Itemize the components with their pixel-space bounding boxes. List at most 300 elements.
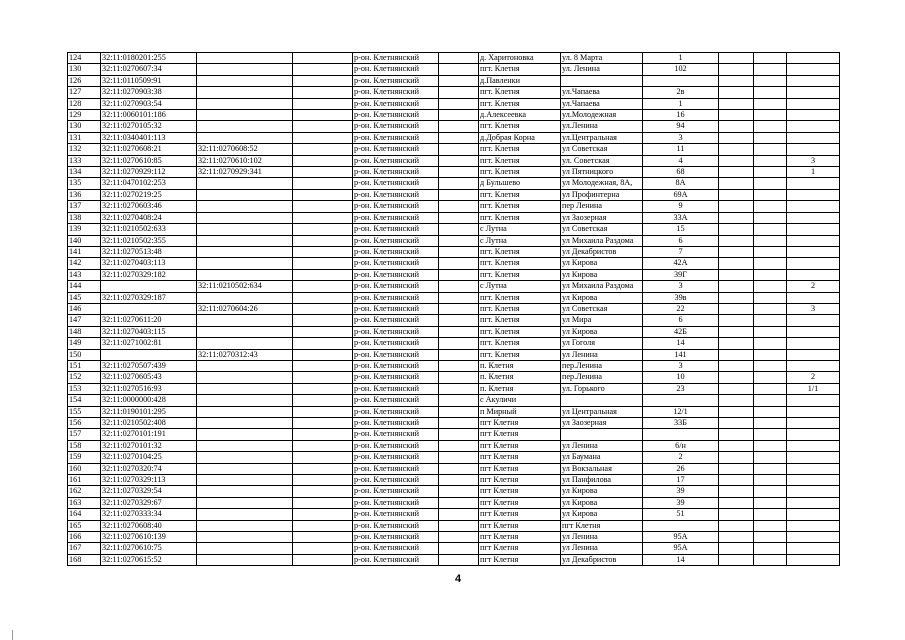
house-number-cell: 17 xyxy=(643,475,719,486)
street-cell: ул Профинтерна xyxy=(561,189,643,200)
settlement-cell: пгт. Клетня xyxy=(479,315,561,326)
blank-cell-4 xyxy=(754,246,787,257)
blank-cell-4 xyxy=(754,303,787,314)
district-cell: р-он. Клетнянский xyxy=(353,497,439,508)
district-cell: р-он. Клетнянский xyxy=(353,246,439,257)
row-number-cell: 127 xyxy=(68,87,101,98)
row-number-cell: 131 xyxy=(68,132,101,143)
street-cell: пер.Ленина xyxy=(561,372,643,383)
blank-cell-3 xyxy=(719,53,754,64)
row-number-cell: 147 xyxy=(68,315,101,326)
street-cell: ул.Центральная xyxy=(561,132,643,143)
table-row xyxy=(68,53,840,64)
row-number-cell: 132 xyxy=(68,144,101,155)
blank-cell-2 xyxy=(439,258,479,269)
row-number-cell: 149 xyxy=(68,338,101,349)
district-cell: р-он. Клетнянский xyxy=(353,155,439,166)
parent-cadastral-number-cell: 32:11:0210502:634 xyxy=(197,281,293,292)
table-row xyxy=(68,315,840,326)
row-number-cell: 130 xyxy=(68,121,101,132)
blank-cell-2 xyxy=(439,360,479,371)
parent-cadastral-number-cell xyxy=(197,395,293,406)
street-cell: ул.Молодежная xyxy=(561,110,643,121)
cadastral-number-cell: 32:11:0270507:439 xyxy=(101,360,197,371)
blank-cell-4 xyxy=(754,532,787,543)
blank-cell-4 xyxy=(754,64,787,75)
cadastral-number-cell: 32:11:0270219:25 xyxy=(101,189,197,200)
parent-cadastral-number-cell xyxy=(197,440,293,451)
district-cell: р-он. Клетнянский xyxy=(353,452,439,463)
blank-cell-3 xyxy=(719,429,754,440)
blank-cell-3 xyxy=(719,372,754,383)
row-number-cell: 146 xyxy=(68,303,101,314)
house-number-cell: 12/1 xyxy=(643,406,719,417)
blank-cell-2 xyxy=(439,178,479,189)
street-cell: ул. Горького xyxy=(561,383,643,394)
street-cell: ул Панфилова xyxy=(561,475,643,486)
parent-cadastral-number-cell xyxy=(197,372,293,383)
street-cell: ул Кирова xyxy=(561,486,643,497)
street-cell xyxy=(561,395,643,406)
apartment-cell xyxy=(787,189,840,200)
blank-cell-3 xyxy=(719,87,754,98)
parent-cadastral-number-cell xyxy=(197,543,293,554)
cadastral-number-cell: 32:11:0210502:633 xyxy=(101,224,197,235)
blank-cell-3 xyxy=(719,509,754,520)
street-cell: ул. Советская xyxy=(561,155,643,166)
blank-cell xyxy=(293,155,353,166)
apartment-cell xyxy=(787,121,840,132)
blank-cell-2 xyxy=(439,497,479,508)
blank-cell-4 xyxy=(754,132,787,143)
street-cell: ул.Чапаева xyxy=(561,87,643,98)
blank-cell-4 xyxy=(754,167,787,178)
blank-cell-4 xyxy=(754,520,787,531)
house-number-cell: 42А xyxy=(643,258,719,269)
parent-cadastral-number-cell: 32:11:0270312:43 xyxy=(197,349,293,360)
cadastral-number-cell: 32:11:0270403:113 xyxy=(101,258,197,269)
table-row xyxy=(68,303,840,314)
row-number-cell: 152 xyxy=(68,372,101,383)
cadastral-number-cell: 32:11:0000000:428 xyxy=(101,395,197,406)
blank-cell-3 xyxy=(719,383,754,394)
settlement-cell: пгт. Клетня xyxy=(479,303,561,314)
district-cell: р-он. Клетнянский xyxy=(353,532,439,543)
blank-cell-4 xyxy=(754,75,787,86)
district-cell: р-он. Клетнянский xyxy=(353,212,439,223)
table-row xyxy=(68,486,840,497)
blank-cell-4 xyxy=(754,543,787,554)
blank-cell xyxy=(293,429,353,440)
row-number-cell: 143 xyxy=(68,269,101,280)
table-row xyxy=(68,132,840,143)
blank-cell xyxy=(293,418,353,429)
row-number-cell: 140 xyxy=(68,235,101,246)
cadastral-number-cell: 32:11:0270329:187 xyxy=(101,292,197,303)
parent-cadastral-number-cell xyxy=(197,98,293,109)
apartment-cell xyxy=(787,212,840,223)
blank-cell-3 xyxy=(719,167,754,178)
street-cell: ул Мира xyxy=(561,315,643,326)
district-cell: р-он. Клетнянский xyxy=(353,303,439,314)
table-row xyxy=(68,520,840,531)
row-number-cell: 133 xyxy=(68,155,101,166)
row-number-cell: 137 xyxy=(68,201,101,212)
house-number-cell: 14 xyxy=(643,554,719,565)
blank-cell xyxy=(293,338,353,349)
apartment-cell xyxy=(787,418,840,429)
blank-cell xyxy=(293,475,353,486)
cadastral-number-cell: 32:11:0180201:255 xyxy=(101,53,197,64)
table-row xyxy=(68,281,840,292)
blank-cell xyxy=(293,497,353,508)
row-number-cell: 128 xyxy=(68,98,101,109)
table-row xyxy=(68,258,840,269)
blank-cell-3 xyxy=(719,418,754,429)
blank-cell-2 xyxy=(439,110,479,121)
blank-cell xyxy=(293,224,353,235)
settlement-cell: пгт. Клетня xyxy=(479,155,561,166)
street-cell: ул Заозерная xyxy=(561,418,643,429)
street-cell: ул Советская xyxy=(561,224,643,235)
table-row xyxy=(68,235,840,246)
cadastral-number-cell: 32:11:0270610:75 xyxy=(101,543,197,554)
settlement-cell: д. Харитоновка xyxy=(479,53,561,64)
blank-cell-3 xyxy=(719,532,754,543)
settlement-cell: пгт. Клетня xyxy=(479,269,561,280)
blank-cell-4 xyxy=(754,440,787,451)
blank-cell-2 xyxy=(439,64,479,75)
settlement-cell: п Мирный xyxy=(479,406,561,417)
blank-cell-4 xyxy=(754,452,787,463)
blank-cell-4 xyxy=(754,509,787,520)
parent-cadastral-number-cell xyxy=(197,235,293,246)
blank-cell-2 xyxy=(439,326,479,337)
blank-cell-3 xyxy=(719,395,754,406)
street-cell: ул Кирова xyxy=(561,258,643,269)
settlement-cell: пгт. Клетня xyxy=(479,87,561,98)
parent-cadastral-number-cell xyxy=(197,132,293,143)
blank-cell-2 xyxy=(439,281,479,292)
blank-cell-2 xyxy=(439,53,479,64)
blank-cell-2 xyxy=(439,87,479,98)
house-number-cell: 141 xyxy=(643,349,719,360)
table-row xyxy=(68,292,840,303)
blank-cell xyxy=(293,121,353,132)
blank-cell-3 xyxy=(719,315,754,326)
blank-cell-4 xyxy=(754,281,787,292)
street-cell: ул Кирова xyxy=(561,497,643,508)
table-row xyxy=(68,509,840,520)
settlement-cell: пгт. Клетня xyxy=(479,212,561,223)
blank-cell-3 xyxy=(719,235,754,246)
apartment-cell: 1 xyxy=(787,167,840,178)
table-row xyxy=(68,452,840,463)
parent-cadastral-number-cell xyxy=(197,429,293,440)
district-cell: р-он. Клетнянский xyxy=(353,87,439,98)
blank-cell-3 xyxy=(719,292,754,303)
settlement-cell: пгт. Клетня xyxy=(479,167,561,178)
house-number-cell: 33А xyxy=(643,212,719,223)
blank-cell-4 xyxy=(754,315,787,326)
cadastral-number-cell: 32:11:0470102:253 xyxy=(101,178,197,189)
parent-cadastral-number-cell xyxy=(197,87,293,98)
blank-cell-3 xyxy=(719,64,754,75)
settlement-cell: с Лутна xyxy=(479,224,561,235)
apartment-cell xyxy=(787,292,840,303)
settlement-cell: пгт Клетня xyxy=(479,475,561,486)
blank-cell-2 xyxy=(439,269,479,280)
district-cell: р-он. Клетнянский xyxy=(353,235,439,246)
blank-cell-3 xyxy=(719,224,754,235)
street-cell: ул. 8 Марта xyxy=(561,53,643,64)
blank-cell-2 xyxy=(439,75,479,86)
blank-cell-3 xyxy=(719,110,754,121)
house-number-cell: 8А xyxy=(643,178,719,189)
apartment-cell: 2 xyxy=(787,372,840,383)
house-number-cell: 9 xyxy=(643,201,719,212)
row-number-cell: 144 xyxy=(68,281,101,292)
settlement-cell: пгт Клетня xyxy=(479,554,561,565)
house-number-cell: 3 xyxy=(643,360,719,371)
blank-cell-2 xyxy=(439,235,479,246)
blank-cell-4 xyxy=(754,87,787,98)
table-row xyxy=(68,87,840,98)
blank-cell-2 xyxy=(439,554,479,565)
blank-cell xyxy=(293,212,353,223)
table-row xyxy=(68,440,840,451)
house-number-cell: 3 xyxy=(643,132,719,143)
blank-cell-2 xyxy=(439,246,479,257)
district-cell: р-он. Клетнянский xyxy=(353,281,439,292)
cadastral-number-cell: 32:11:0270615:52 xyxy=(101,554,197,565)
table-row xyxy=(68,338,840,349)
street-cell: ул Ленина xyxy=(561,532,643,543)
row-number-cell: 166 xyxy=(68,532,101,543)
district-cell: р-он. Клетнянский xyxy=(353,463,439,474)
cadastral-number-cell: 32:11:0270607:34 xyxy=(101,64,197,75)
blank-cell-4 xyxy=(754,235,787,246)
row-number-cell: 141 xyxy=(68,246,101,257)
row-number-cell: 162 xyxy=(68,486,101,497)
table-row xyxy=(68,554,840,565)
row-number-cell: 126 xyxy=(68,75,101,86)
blank-cell xyxy=(293,383,353,394)
row-number-cell: 129 xyxy=(68,110,101,121)
apartment-cell: 3 xyxy=(787,155,840,166)
settlement-cell: с Лутна xyxy=(479,281,561,292)
street-cell: ул Декабристов xyxy=(561,554,643,565)
district-cell: р-он. Клетнянский xyxy=(353,554,439,565)
row-number-cell: 154 xyxy=(68,395,101,406)
table-row xyxy=(68,155,840,166)
blank-cell-4 xyxy=(754,463,787,474)
row-number-cell: 151 xyxy=(68,360,101,371)
parent-cadastral-number-cell xyxy=(197,110,293,121)
blank-cell-2 xyxy=(439,520,479,531)
blank-cell-2 xyxy=(439,349,479,360)
district-cell: р-он. Клетнянский xyxy=(353,53,439,64)
blank-cell-2 xyxy=(439,303,479,314)
house-number-cell: 4 xyxy=(643,155,719,166)
house-number-cell xyxy=(643,395,719,406)
settlement-cell: п. Клетня xyxy=(479,360,561,371)
parent-cadastral-number-cell xyxy=(197,452,293,463)
row-number-cell: 142 xyxy=(68,258,101,269)
blank-cell-2 xyxy=(439,292,479,303)
table-row xyxy=(68,372,840,383)
house-number-cell: 6 xyxy=(643,235,719,246)
settlement-cell: пгт Клетня xyxy=(479,429,561,440)
blank-cell xyxy=(293,144,353,155)
parent-cadastral-number-cell xyxy=(197,326,293,337)
parent-cadastral-number-cell: 32:11:0270929:341 xyxy=(197,167,293,178)
blank-cell xyxy=(293,326,353,337)
parent-cadastral-number-cell xyxy=(197,554,293,565)
blank-cell xyxy=(293,452,353,463)
settlement-cell: пгт Клетня xyxy=(479,440,561,451)
cadastral-number-cell: 32:11:0270610:85 xyxy=(101,155,197,166)
blank-cell xyxy=(293,75,353,86)
blank-cell xyxy=(293,201,353,212)
parent-cadastral-number-cell xyxy=(197,338,293,349)
house-number-cell: 23 xyxy=(643,383,719,394)
blank-cell-2 xyxy=(439,155,479,166)
blank-cell xyxy=(293,292,353,303)
apartment-cell: 3 xyxy=(787,303,840,314)
row-number-cell: 156 xyxy=(68,418,101,429)
district-cell: р-он. Клетнянский xyxy=(353,349,439,360)
blank-cell-2 xyxy=(439,463,479,474)
row-number-cell: 158 xyxy=(68,440,101,451)
blank-cell-4 xyxy=(754,338,787,349)
table-row xyxy=(68,418,840,429)
table-row xyxy=(68,64,840,75)
district-cell: р-он. Клетнянский xyxy=(353,224,439,235)
house-number-cell: 68 xyxy=(643,167,719,178)
apartment-cell xyxy=(787,486,840,497)
street-cell: ул.Ленина xyxy=(561,121,643,132)
parent-cadastral-number-cell xyxy=(197,520,293,531)
blank-cell-2 xyxy=(439,509,479,520)
table-row xyxy=(68,75,840,86)
street-cell: ул Декабристов xyxy=(561,246,643,257)
street-cell: ул Молодежная, 8А, xyxy=(561,178,643,189)
house-number-cell: 16 xyxy=(643,110,719,121)
settlement-cell: п. Клетня xyxy=(479,383,561,394)
apartment-cell xyxy=(787,452,840,463)
district-cell: р-он. Клетнянский xyxy=(353,98,439,109)
blank-cell-3 xyxy=(719,452,754,463)
settlement-cell: пгт Клетня xyxy=(479,509,561,520)
street-cell: ул Советская xyxy=(561,144,643,155)
apartment-cell xyxy=(787,87,840,98)
blank-cell-2 xyxy=(439,132,479,143)
house-number-cell: 39в xyxy=(643,292,719,303)
blank-cell-2 xyxy=(439,452,479,463)
blank-cell-4 xyxy=(754,406,787,417)
blank-cell xyxy=(293,395,353,406)
blank-cell-4 xyxy=(754,201,787,212)
settlement-cell: пгт. Клетня xyxy=(479,349,561,360)
apartment-cell xyxy=(787,520,840,531)
apartment-cell: 1/1 xyxy=(787,383,840,394)
row-number-cell: 157 xyxy=(68,429,101,440)
row-number-cell: 130 xyxy=(68,64,101,75)
street-cell xyxy=(561,429,643,440)
settlement-cell: пгт Клетня xyxy=(479,543,561,554)
apartment-cell xyxy=(787,395,840,406)
street-cell: ул Центральная xyxy=(561,406,643,417)
district-cell: р-он. Клетнянский xyxy=(353,75,439,86)
parent-cadastral-number-cell xyxy=(197,212,293,223)
blank-cell xyxy=(293,303,353,314)
blank-cell xyxy=(293,406,353,417)
blank-cell-4 xyxy=(754,497,787,508)
blank-cell-2 xyxy=(439,212,479,223)
blank-cell xyxy=(293,110,353,121)
document-table-container xyxy=(67,52,839,566)
house-number-cell: 51 xyxy=(643,509,719,520)
blank-cell-3 xyxy=(719,486,754,497)
street-cell: пер.Ленина xyxy=(561,360,643,371)
settlement-cell: пгт Клетня xyxy=(479,497,561,508)
blank-cell xyxy=(293,486,353,497)
blank-cell-3 xyxy=(719,326,754,337)
cadastral-number-cell: 32:11:0340401:113 xyxy=(101,132,197,143)
parent-cadastral-number-cell xyxy=(197,53,293,64)
blank-cell-4 xyxy=(754,292,787,303)
cadastral-number-cell: 32:11:0060101:186 xyxy=(101,110,197,121)
blank-cell-3 xyxy=(719,269,754,280)
street-cell: ул Заозерная xyxy=(561,212,643,223)
parent-cadastral-number-cell xyxy=(197,269,293,280)
blank-cell-4 xyxy=(754,189,787,200)
blank-cell-3 xyxy=(719,520,754,531)
house-number-cell: 1 xyxy=(643,98,719,109)
cadastral-number-cell xyxy=(101,349,197,360)
cadastral-number-cell: 32:11:0270408:24 xyxy=(101,212,197,223)
district-cell: р-он. Клетнянский xyxy=(353,418,439,429)
blank-cell-3 xyxy=(719,543,754,554)
parent-cadastral-number-cell xyxy=(197,475,293,486)
blank-cell-2 xyxy=(439,486,479,497)
table-row xyxy=(68,497,840,508)
blank-cell xyxy=(293,258,353,269)
blank-cell-3 xyxy=(719,281,754,292)
table-row xyxy=(68,349,840,360)
blank-cell-3 xyxy=(719,440,754,451)
house-number-cell: 14 xyxy=(643,338,719,349)
table-row xyxy=(68,269,840,280)
settlement-cell: с Акуличи xyxy=(479,395,561,406)
blank-cell xyxy=(293,543,353,554)
cadastral-number-cell: 32:11:0270320:74 xyxy=(101,463,197,474)
table-row xyxy=(68,326,840,337)
settlement-cell: пгт. Клетня xyxy=(479,201,561,212)
district-cell: р-он. Клетнянский xyxy=(353,292,439,303)
apartment-cell xyxy=(787,509,840,520)
settlement-cell: пгт. Клетня xyxy=(479,98,561,109)
house-number-cell xyxy=(643,75,719,86)
cadastral-number-cell xyxy=(101,281,197,292)
apartment-cell xyxy=(787,338,840,349)
row-number-cell: 165 xyxy=(68,520,101,531)
cadastral-number-cell: 32:11:0270603:46 xyxy=(101,201,197,212)
blank-cell xyxy=(293,440,353,451)
blank-cell-3 xyxy=(719,246,754,257)
blank-cell-2 xyxy=(439,440,479,451)
